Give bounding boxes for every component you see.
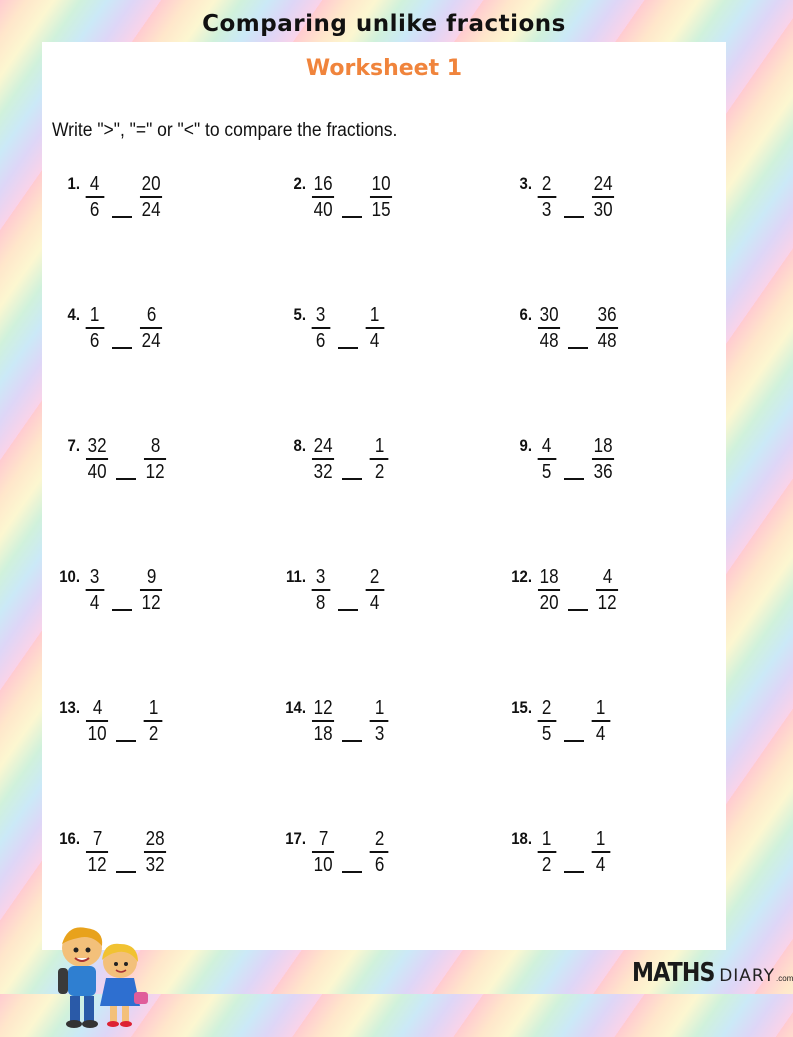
problem-item (278, 434, 504, 565)
denominator: 48 (539, 330, 559, 352)
denominator: 20 (539, 592, 559, 614)
denominator: 12 (597, 592, 617, 614)
right-fraction (142, 696, 164, 746)
problem-item (278, 827, 504, 958)
numerator: 24 (593, 173, 613, 195)
answer-blank[interactable] (342, 478, 362, 480)
problem-item (52, 434, 278, 565)
left-fraction (536, 827, 558, 877)
problem-number: 17. (285, 829, 306, 848)
denominator: 24 (141, 330, 161, 352)
problem-grid (52, 172, 722, 932)
denominator: 4 (596, 723, 606, 745)
problem-item (52, 172, 278, 303)
denominator: 18 (313, 723, 333, 745)
left-fraction (84, 303, 106, 353)
denominator: 4 (370, 330, 380, 352)
problem-number: 4. (67, 305, 80, 324)
problem-item (52, 303, 278, 434)
denominator: 5 (542, 461, 552, 483)
right-fraction (368, 827, 390, 877)
answer-blank[interactable] (112, 216, 132, 218)
answer-blank[interactable] (338, 609, 358, 611)
denominator: 6 (316, 330, 326, 352)
answer-blank[interactable] (568, 347, 588, 349)
left-fraction (310, 172, 336, 222)
denominator: 12 (87, 854, 107, 876)
left-fraction (310, 565, 332, 615)
numerator: 20 (141, 173, 161, 195)
problem-number: 16. (59, 829, 80, 848)
denominator: 6 (374, 854, 384, 876)
numerator: 1 (370, 304, 380, 326)
left-fraction (536, 303, 562, 353)
problem-number: 9. (519, 436, 532, 455)
numerator: 16 (313, 173, 333, 195)
numerator: 4 (602, 566, 613, 588)
problem-item (278, 303, 504, 434)
numerator: 3 (316, 304, 326, 326)
denominator: 10 (313, 854, 333, 876)
numerator: 2 (542, 697, 552, 719)
numerator: 18 (593, 435, 613, 457)
problem-item (504, 172, 722, 303)
problem-number: 13. (59, 698, 80, 717)
denominator: 15 (371, 199, 391, 221)
problem-item (52, 565, 278, 696)
problem-item (504, 303, 722, 434)
problem-number: 12. (511, 567, 532, 586)
denominator: 8 (316, 592, 326, 614)
answer-blank[interactable] (564, 478, 584, 480)
left-fraction (310, 434, 336, 484)
numerator: 10 (371, 173, 391, 195)
worksheet-subtitle: Worksheet 1 (305, 56, 463, 81)
right-fraction (138, 565, 164, 615)
logo-com: .com (776, 974, 793, 983)
answer-blank[interactable] (564, 216, 584, 218)
numerator: 1 (374, 697, 384, 719)
right-fraction (590, 827, 612, 877)
problem-number: 7. (67, 436, 80, 455)
right-fraction (368, 696, 390, 746)
right-fraction (364, 303, 386, 353)
numerator: 32 (87, 435, 107, 457)
denominator: 3 (374, 723, 384, 745)
numerator: 18 (539, 566, 559, 588)
answer-blank[interactable] (116, 478, 136, 480)
answer-blank[interactable] (116, 740, 136, 742)
denominator: 6 (90, 199, 100, 221)
denominator: 6 (90, 330, 100, 352)
numerator: 4 (542, 435, 552, 457)
answer-blank[interactable] (116, 871, 136, 873)
left-fraction (84, 434, 110, 484)
logo-maths: MATHS (632, 958, 715, 988)
answer-blank[interactable] (112, 609, 132, 611)
problem-number: 2. (293, 174, 306, 193)
numerator: 1 (148, 697, 158, 719)
numerator: 1 (542, 828, 552, 850)
problem-item (52, 696, 278, 827)
denominator: 2 (542, 854, 552, 876)
answer-blank[interactable] (564, 871, 584, 873)
instruction-text: Write ">", "=" or "<" to compare the fractions. (52, 120, 398, 141)
problem-number: 3. (519, 174, 532, 193)
right-fraction (594, 303, 620, 353)
answer-blank[interactable] (342, 871, 362, 873)
mathsdiary-logo (632, 958, 793, 988)
problem-number: 14. (285, 698, 306, 717)
numerator: 9 (146, 566, 156, 588)
page-title: Comparing unlike fractions (202, 11, 566, 37)
problem-number: 8. (293, 436, 306, 455)
left-fraction (536, 696, 558, 746)
denominator: 48 (597, 330, 617, 352)
worksheet-sheet (42, 42, 793, 988)
problem-item (504, 827, 722, 958)
right-fraction (368, 434, 390, 484)
left-fraction (84, 172, 106, 222)
numerator: 1 (374, 435, 384, 457)
numerator: 1 (596, 828, 606, 850)
kids-illustration (48, 922, 158, 1037)
problem-item (278, 696, 504, 827)
left-fraction (536, 565, 562, 615)
answer-blank[interactable] (342, 216, 362, 218)
logo-diary: DIARY (719, 966, 776, 986)
numerator: 7 (318, 828, 328, 850)
denominator: 4 (596, 854, 606, 876)
left-fraction (310, 303, 332, 353)
denominator: 32 (313, 461, 333, 483)
problem-item (504, 434, 722, 565)
answer-blank[interactable] (342, 740, 362, 742)
right-fraction (590, 172, 616, 222)
left-fraction (84, 827, 110, 877)
numerator: 3 (316, 566, 326, 588)
numerator: 2 (374, 828, 384, 850)
numerator: 1 (596, 697, 606, 719)
page-header (0, 0, 768, 48)
problem-number: 5. (293, 305, 306, 324)
denominator: 4 (90, 592, 100, 614)
numerator: 6 (146, 304, 156, 326)
denominator: 4 (370, 592, 380, 614)
right-fraction (590, 434, 616, 484)
numerator: 24 (313, 435, 333, 457)
right-fraction (594, 565, 620, 615)
left-fraction (84, 696, 110, 746)
denominator: 32 (145, 854, 165, 876)
numerator: 30 (539, 304, 559, 326)
problem-item (278, 172, 504, 303)
right-fraction (368, 172, 394, 222)
problem-item (278, 565, 504, 696)
left-fraction (310, 696, 336, 746)
right-fraction (138, 172, 164, 222)
denominator: 12 (141, 592, 161, 614)
problem-number: 11. (286, 567, 306, 586)
problem-number: 18. (511, 829, 532, 848)
numerator: 8 (150, 435, 161, 457)
numerator: 1 (90, 304, 100, 326)
denominator: 36 (593, 461, 613, 483)
numerator: 4 (90, 173, 100, 195)
numerator: 2 (542, 173, 552, 195)
denominator: 40 (313, 199, 333, 221)
right-fraction (138, 303, 164, 353)
numerator: 12 (313, 697, 333, 719)
right-fraction (142, 434, 168, 484)
left-fraction (84, 565, 106, 615)
left-fraction (536, 434, 558, 484)
denominator: 12 (145, 461, 165, 483)
denominator: 5 (542, 723, 552, 745)
denominator: 30 (593, 199, 613, 221)
problem-item (504, 565, 722, 696)
numerator: 2 (370, 566, 380, 588)
problem-item (504, 696, 722, 827)
answer-blank[interactable] (112, 347, 132, 349)
left-fraction (536, 172, 558, 222)
denominator: 2 (374, 461, 384, 483)
denominator: 2 (148, 723, 158, 745)
numerator: 3 (90, 566, 100, 588)
answer-blank[interactable] (564, 740, 584, 742)
problem-number: 10. (59, 567, 80, 586)
numerator: 4 (92, 697, 102, 719)
problem-number: 15. (511, 698, 532, 717)
right-fraction (364, 565, 386, 615)
numerator: 28 (145, 828, 165, 850)
right-fraction (590, 696, 612, 746)
problem-number: 6. (519, 305, 532, 324)
right-fraction (142, 827, 168, 877)
numerator: 36 (597, 304, 617, 326)
left-fraction (310, 827, 336, 877)
denominator: 24 (141, 199, 161, 221)
answer-blank[interactable] (338, 347, 358, 349)
denominator: 40 (87, 461, 107, 483)
problem-number: 1. (67, 174, 80, 193)
denominator: 3 (542, 199, 552, 221)
denominator: 10 (87, 723, 107, 745)
answer-blank[interactable] (568, 609, 588, 611)
numerator: 7 (92, 828, 102, 850)
